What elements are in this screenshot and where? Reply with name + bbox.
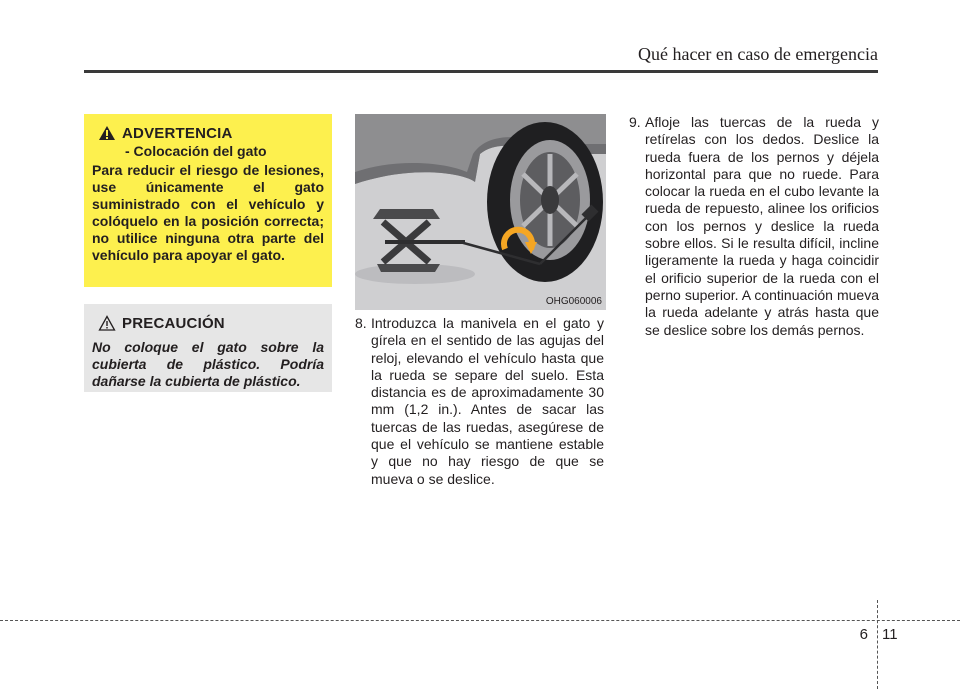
chapter-number: 6 <box>859 626 868 643</box>
step-number: 8. <box>355 315 367 331</box>
warning-title: ADVERTENCIA <box>122 124 233 142</box>
step-text: Afloje las tuercas de la rueda y retírelas con los dedos. Deslice la rueda fuera de los pernos y déjela horizontal para que no ruede. Para colocar la rueda en el cubo levante la rueda de repuesto, alinee los orificios con los pernos y deslice la rueda sobre ellos. Si le resulta difícil, incline ligeramente la rueda y haga coincidir el orificio superior de la rueda con el perno superior. A continuación mueva la rueda adelante y atrás hasta que se deslice sobre los demás pernos. <box>645 114 879 338</box>
jack-illustration <box>355 114 606 310</box>
caution-heading <box>98 312 324 334</box>
page-header-title: Qué hacer en caso de emergencia <box>637 44 878 64</box>
warning-body: Para reducir el riesgo de lesiones, use únicamente el gato suministrado con el vehículo y colóquelo en la posición correcta; no utilice ninguna otra parte del vehículo para apoyar el gato. <box>92 162 324 263</box>
page-number: 11 <box>882 626 898 643</box>
caution-title: PRECAUCIÓN <box>122 314 225 332</box>
figure-code: OHG060006 <box>545 296 602 307</box>
footer-divider <box>0 620 960 621</box>
step-text: Introduzca la manivela en el gato y gírela en el sentido de las agujas del reloj, elevando el vehículo hasta que la rueda se separe del suelo. Esta distancia es de aproximadamente 30 mm (1,2 in.). Antes de sacar las tuercas de las ruedas, asegúrese de que el vehículo se mantiene estable y que no hay riesgo de que se mueva o se deslice. <box>371 315 604 487</box>
step-8 <box>355 315 604 488</box>
warning-heading <box>98 122 324 144</box>
caution-body: No coloque el gato sobre la cubierta de plástico. Podría dañarse la cubierta de plástico. <box>92 339 324 389</box>
caution-box <box>84 304 332 392</box>
header-divider <box>84 70 878 73</box>
caution-triangle-icon <box>98 315 116 331</box>
step-9 <box>629 114 879 339</box>
warning-box <box>84 114 332 287</box>
warning-triangle-icon <box>98 125 116 141</box>
jack-drawing <box>355 114 606 310</box>
step-number: 9. <box>629 114 641 130</box>
footer-page-separator <box>877 600 878 689</box>
warning-subtitle: - Colocación del gato <box>125 143 267 159</box>
